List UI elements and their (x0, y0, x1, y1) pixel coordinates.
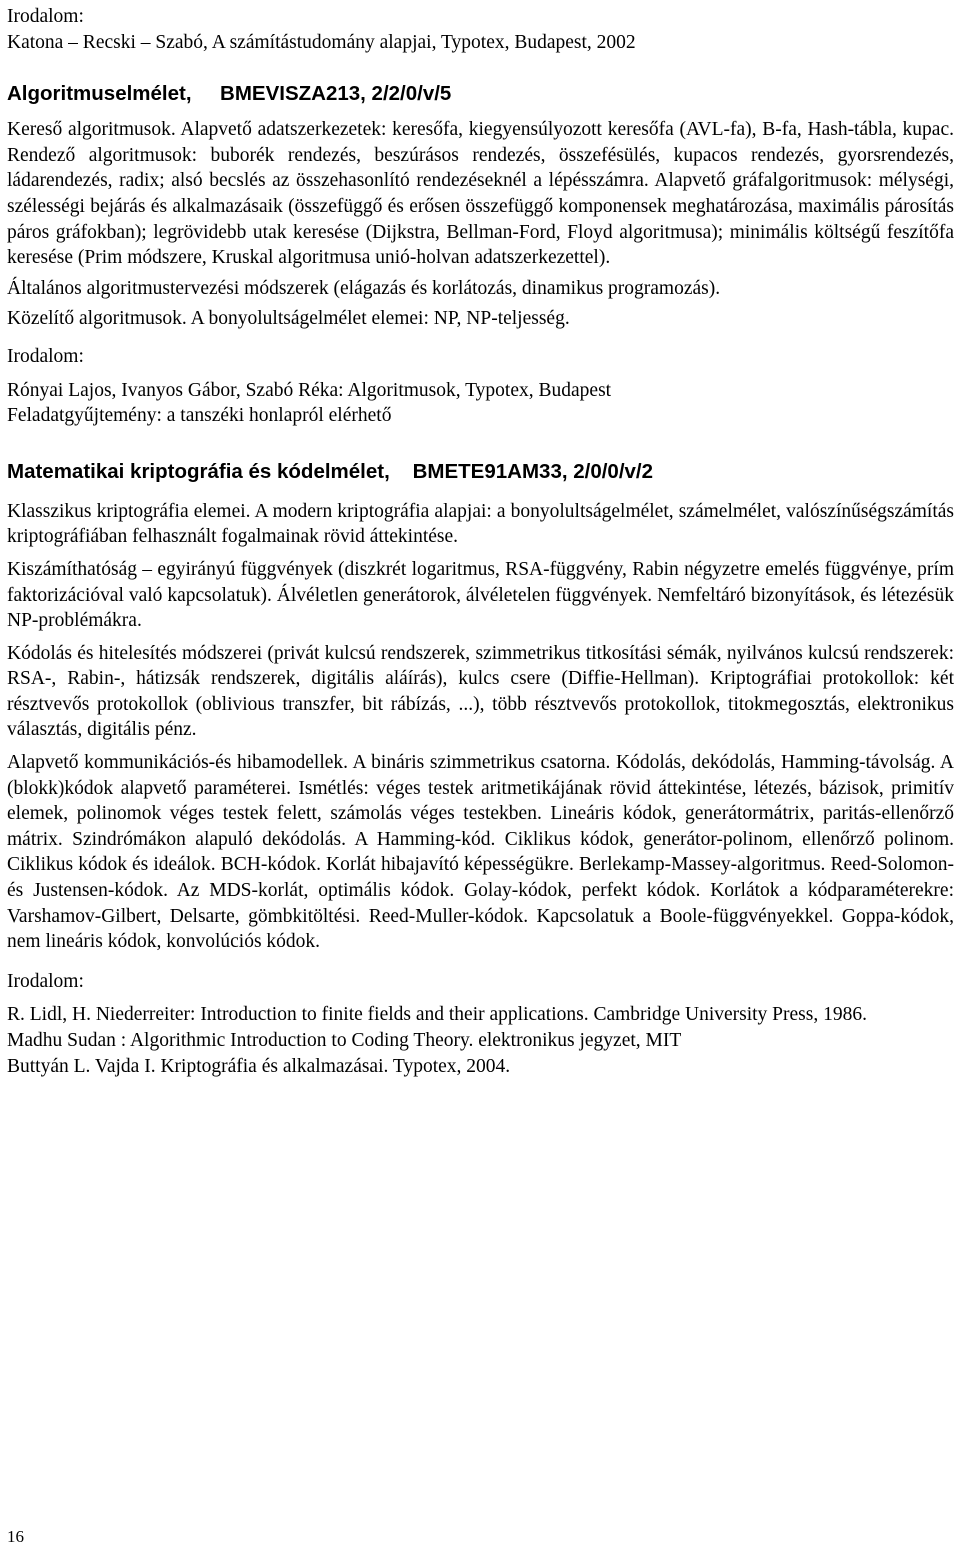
reference-item: Feladatgyűjtemény: a tanszéki honlapról elérhető (7, 405, 392, 427)
page-number: 16 (7, 1527, 24, 1546)
document-page (7, 0, 954, 1079)
irodalom-label: Irodalom: (7, 6, 84, 27)
course-description-paragraph: Közelítő algoritmusok. A bonyolultságelmélet elemei: NP, NP-teljesség. (7, 308, 570, 330)
reference-item: Buttyán L. Vajda I. Kriptográfia és alkalmazásai. Typotex, 2004. (7, 1055, 511, 1077)
course-description-paragraph: Általános algoritmustervezési módszerek (elágazás és korlátozás, dinamikus programozás). (7, 277, 721, 299)
irodalom-label: Irodalom: (7, 970, 84, 992)
course-heading-kriptografia (7, 459, 954, 484)
reference-item: Rónyai Lajos, Ivanyos Gábor, Szabó Réka: Algoritmusok, Typotex, Budapest (7, 379, 612, 401)
course-heading-algoritmuselmelet (7, 81, 954, 106)
course-description-paragraph: Kódolás és hitelesítés módszerei (privát kulcsú rendszerek, szimmetrikus titkosítási sémák, nyilvános kulcsú rendszerek: RSA-, Rabin-, hátizsák rendszerek, digitális aláírás), kulcs csere (Diffie-Hellman). Kriptográfiai protokollok: két résztvevős protokollok (oblivious transzfer, bit rábízás, ...), több résztvevős protokollok, titokmegosztás, elektronikus választás, digitális pénz. (7, 642, 954, 741)
course-title: Algoritmuselmélet, (7, 82, 192, 106)
irodalom-label: Irodalom: (7, 345, 84, 367)
reference-item: Madhu Sudan : Algorithmic Introduction to Coding Theory. elektronikus jegyzet, MIT (7, 1030, 682, 1051)
course-code: BMETE91AM33, 2/0/0/v/2 (412, 459, 654, 483)
course-code: BMEVISZA213, 2/2/0/v/5 (220, 82, 452, 106)
course-description-paragraph: Kereső algoritmusok. Alapvető adatszerkezetek: keresőfa, kiegyensúlyozott keresőfa (AVL-fa), B-fa, Hash-tábla, kupac. Rendező algoritmusok: buborék rendezés, beszúrásos rendezés, összefésülés, kupacos rendezés, gyorsrendezés, ládarendezés, radix; alsó becslés az összehasonlító rendezéseknél a lépésszámra. Alapvető gráfalgoritmusok: mélységi, szélességi bejárás és alkalmazásaik (összefüggő és erősen összefüggő komponensek meghatározása, maximális párosítás páros gráfokban); legrövidebb utak keresése (Dijkstra, Bellman-Ford, Floyd algoritmusa); minimális költségű feszítőfa keresése (Prim módszere, Kruskal algoritmusa unió-holvan adatszerkezettel). (7, 119, 954, 269)
reference-item: R. Lidl, H. Niederreiter: Introduction to finite fields and their applications. Cambridge University Press, 1986. (7, 1004, 867, 1026)
course-description-paragraph: Alapvető kommunikációs-és hibamodellek. A bináris szimmetrikus csatorna. Kódolás, dekódolás, Hamming-távolság. A (blokk)kódok alapvető paraméterei. Ismétlés: véges testek aritmetikájának rövid áttekintése, létezés, bázisok, primitív elemek, polinomok véges testek felett, számolás véges testekben. Lineáris kódok, generátormátrix, paritás-ellenőrző mátrix. Szindrómákon alapuló dekódolás. A Hamming-kód. Ciklikus kódok, generátor-polinom, ellenőrző polinom. Ciklikus kódok és ideálok. BCH-kódok. Korlát hibajavító képességükre. Berlekamp-Massey-algoritmus. Reed-Solomon- és Justensen-kódok. Az MDS-korlát, optimális kódok. Golay-kódok, perfekt kódok. Korlátok a kódparaméterekre: Varshamov-Gilbert, Delsarte, gömbkitöltési. Reed-Muller-kódok. Kapcsolatuk a Boole-függvényekkel. Goppa-kódok, nem lineáris kódok, konvolúciós kódok. (7, 752, 954, 953)
course-description-paragraph: Klasszikus kriptográfia elemei. A modern kriptográfia alapjai: a bonyolultságelmélet, számelmélet, valószínűségszámítás kriptográfiában felhasznált fogalmainak rövid áttekintése. (7, 500, 954, 548)
course-description-paragraph: Kiszámíthatóság – egyirányú függvények (diszkrét logaritmus, RSA-függvény, Rabin négyzetre emelés függvénye, prím faktorizációval való kapcsolatuk). Álvéletlen generátorok, álvéletelen függvények. Nemfeltáró bizonyítások, és létezésük NP-problémákra. (7, 558, 954, 632)
reference-katona: Katona – Recski – Szabó, A számítástudomány alapjai, Typotex, Budapest, 2002 (7, 31, 636, 53)
course-title: Matematikai kriptográfia és kódelmélet, (7, 459, 390, 483)
